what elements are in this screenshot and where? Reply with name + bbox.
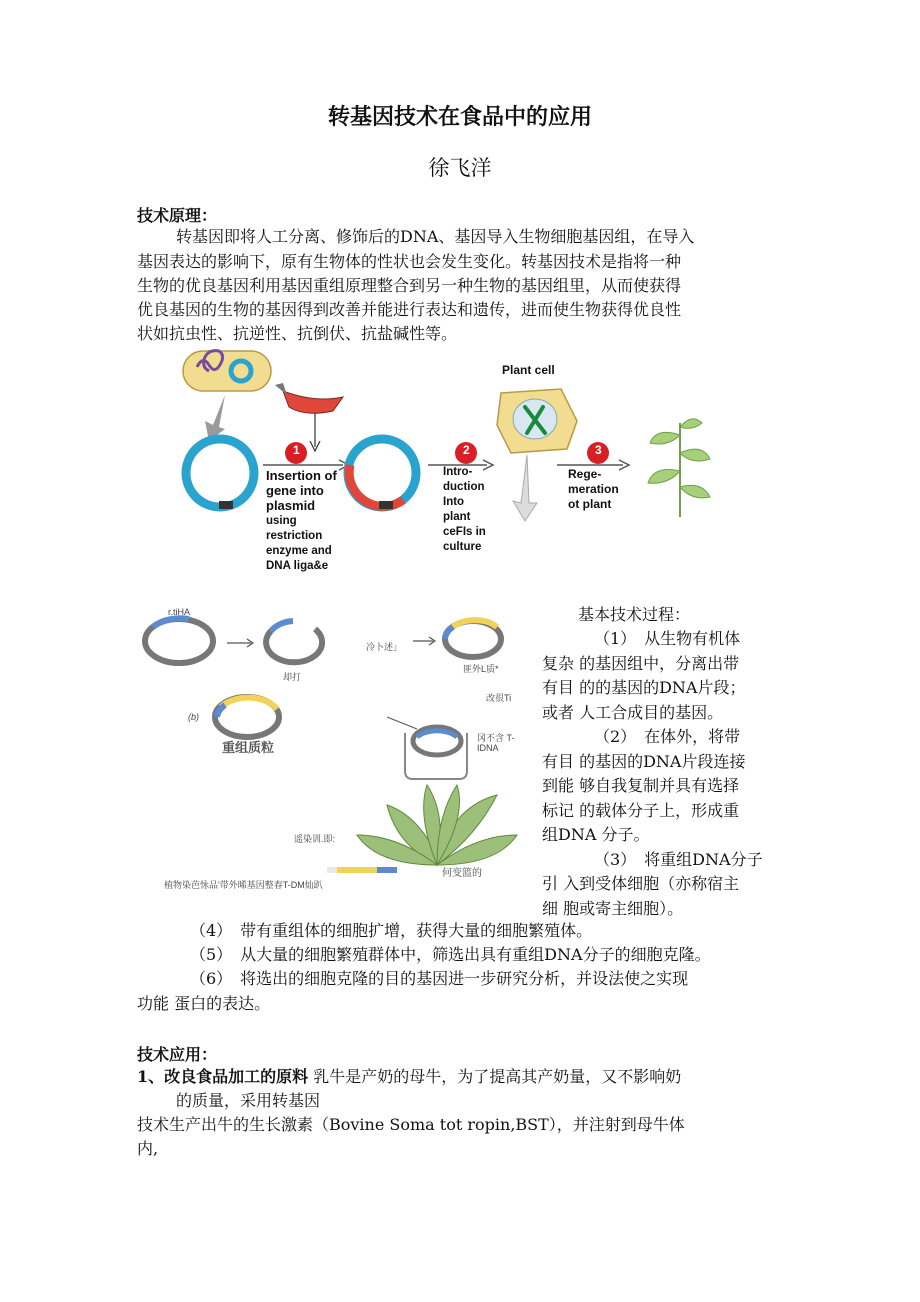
application-item-1: 1、改良食品加工的原料 乳牛是产奶的母牛，为了提高其产奶量，又不影响奶 <box>137 1067 682 1086</box>
fig2-label-plant: 何变篮的 <box>442 868 482 879</box>
process-column: （1） 从生物有机体 复杂 的基因组中，分离出带 有目 的的基因的DNA片段； 或者 人工合成目的基因。 （2） 在体外，将带 有目 的基因的DNA片段连接 到能 够自我复制并具有选择 标记 的载体分子上，形成重 组DNA 分子。 （3） 将重组DNA分子 引 入到受体细胞（亦称宿主 细 胞或寄主细胞）。 <box>542 629 763 918</box>
step-3-label: Rege- meration ot plant <box>568 467 619 511</box>
step-2-number: 2 <box>463 443 470 457</box>
step-3-number: 3 <box>595 443 602 457</box>
process-step-6-cont: 功能 蛋白的表达。 <box>137 994 271 1013</box>
principle-line-3: 生物的优良基因利用基因重组原理整合到另一种生物的基因组里，从而使获得 <box>137 276 682 295</box>
principle-line-2: 基因表达的影响下，原有生物体的性状也会发生变化。转基因技术是指将一种 <box>137 252 682 271</box>
application-item-1-line3: 技术生产出牛的生长激素（Bovine Soma tot ropin,BST），并注射到母牛体 <box>137 1115 685 1134</box>
fig2-label-b: (b) <box>188 712 199 722</box>
fig2-label-infect: 遥染训.即: <box>294 834 336 844</box>
principle-heading: 技术原理： <box>137 206 218 225</box>
fig2-label-bottom: 植物染芭怺品'带外晞基因整春T-DM灿趴 <box>164 880 323 890</box>
arrow-grey-1 <box>205 395 225 441</box>
process-step-4: （4） 带有重组体的细胞扩增，获得大量的细胞繁殖体。 <box>190 921 593 940</box>
fig2-label-no-t: 冈不含 T- <box>477 733 515 743</box>
step-2-label: Intro- duction Into plant ceFIs in culture <box>443 466 486 553</box>
principle-line-4: 优良基因的生物的基因得到改善并能进行表达和遗传，进而使生物获得优良性 <box>137 300 682 319</box>
step-1-number: 1 <box>293 443 300 457</box>
author: 徐飞洋 <box>428 156 492 180</box>
plant-cell-label: Plant cell <box>502 363 555 377</box>
application-item-1-line4: 内, <box>137 1139 159 1158</box>
page-title: 转基因技术在食品中的应用 <box>327 104 592 130</box>
plasmid-1 <box>186 439 254 507</box>
step-1-sublabel: using restriction enzyme and DNA liga&e <box>266 515 332 572</box>
fig2-label-right2: 改很Ti <box>486 693 512 703</box>
application-heading: 技术应用： <box>137 1045 218 1064</box>
fig2-label-ti: r.tiHA <box>168 607 191 617</box>
fig2-label-cut: 却打 <box>283 672 302 682</box>
fig2-label-right: 匪外L质* <box>463 664 499 674</box>
step-1-label: Insertion of gene into plasmid <box>266 468 337 513</box>
fig2-label-dna: IDNA <box>477 743 499 753</box>
fig2-label-recombinant: 重组质粒 <box>222 740 275 755</box>
process-step-6: （6） 将选出的细胞克隆的目的基因进一步研究分析，并设法使之实现 <box>190 969 689 988</box>
principle-line-1: 转基因即将人工分离、修饰后的DNA、基因导入生物细胞基因组，在导入 <box>176 227 695 246</box>
regenerated-plant-icon <box>648 419 710 517</box>
process-heading: 基本技术过程： <box>578 605 691 624</box>
tobacco-plant-icon <box>357 785 517 865</box>
bacterium-cell <box>183 351 271 391</box>
gene-fragment <box>283 391 343 413</box>
fig2-label-mid: 冷卜述」 <box>366 642 403 652</box>
application-item-1-line2: 的质量，采用转基因 <box>176 1091 321 1110</box>
principle-line-5: 状如抗虫性、抗逆性、抗倒伏、抗盐碱性等。 <box>137 324 458 343</box>
process-step-5: （5） 从大量的细胞繁殖群体中，筛选出具有重组DNA分子的细胞克隆。 <box>190 945 711 964</box>
